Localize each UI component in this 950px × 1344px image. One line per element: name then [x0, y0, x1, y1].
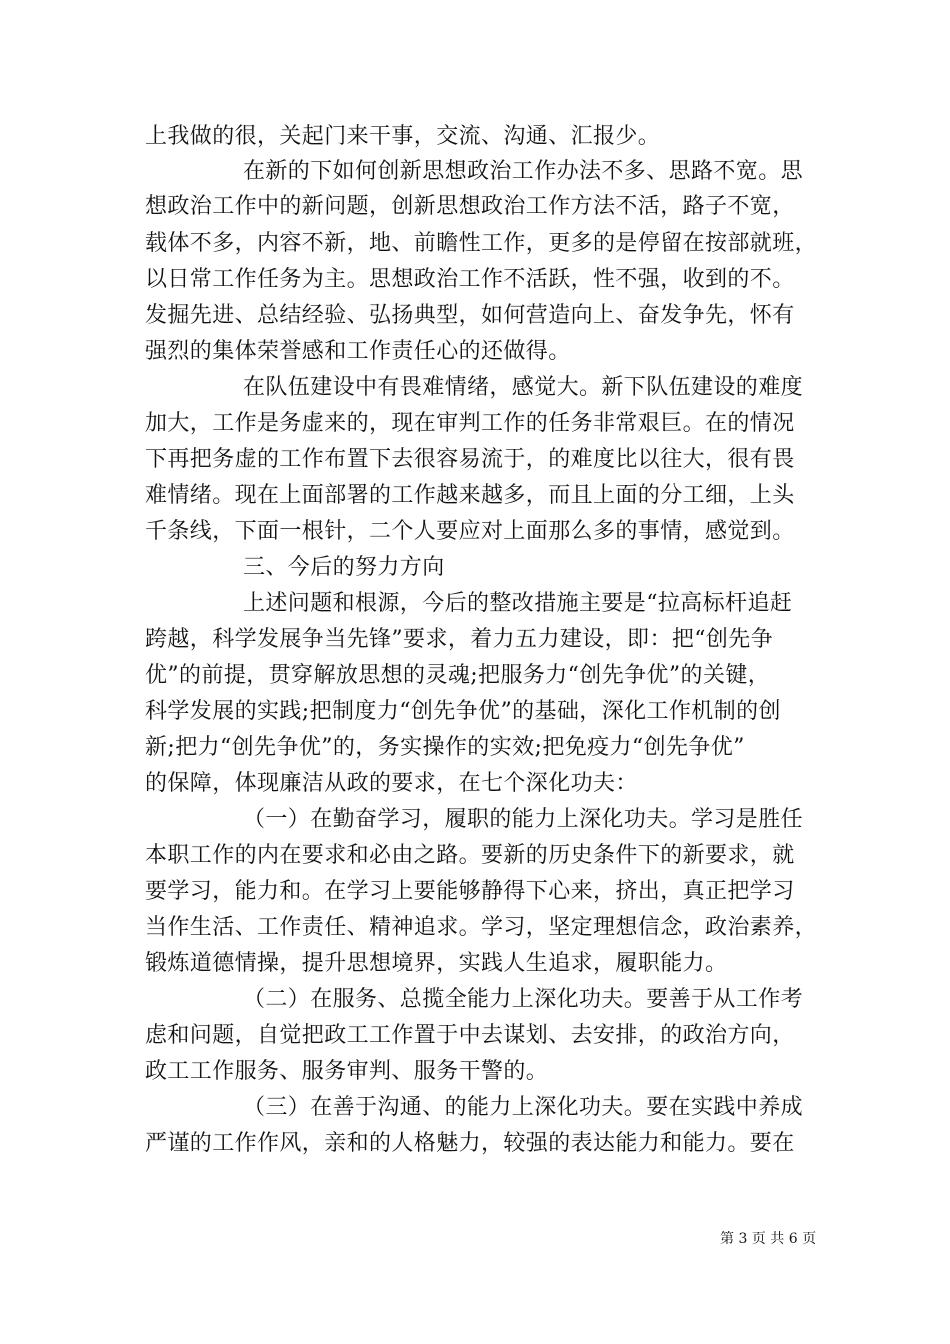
paragraph-start: （一）在勤奋学习，履职的能力上深化功夫。学习是胜任: [243, 807, 804, 832]
text-line: 政工工作服务、服务审判、服务干警的。: [145, 1059, 549, 1084]
text-line: 优”的前提，贯穿解放思想的灵魂;把服务力“创先争优”的关键，: [145, 663, 771, 688]
paragraph-start: 在新的下如何创新思想政治工作办法不多、思路不宽。思: [243, 159, 804, 184]
text-line: 科学发展的实践;把制度力“创先争优”的基础，深化工作机制的创: [145, 699, 781, 724]
text-line: 跨越，科学发展争当先锋”要求，着力五力建设，即：把“创先争: [145, 627, 774, 652]
text-line: 载体不多，内容不新，地、前瞻性工作，更多的是停留在按部就班，: [145, 231, 818, 256]
paragraph-start: （三）在善于沟通、的能力上深化功夫。要在实践中养成: [243, 1095, 804, 1120]
text-line: 强烈的集体荣誉感和工作责任心的还做得。: [145, 339, 571, 364]
paragraph-start: 在队伍建设中有畏难情绪，感觉大。新下队伍建设的难度: [243, 375, 804, 400]
text-line: 要学习，能力和。在学习上要能够静得下心来，挤出，真正把学习: [145, 879, 795, 904]
text-line: 本职工作的内在要求和必由之路。要新的历史条件下的新要求，就: [145, 843, 795, 868]
text-line: 虑和问题，自觉把政工工作置于中去谋划、去安排，的政治方向，: [145, 1023, 795, 1048]
text-line: 以日常工作任务为主。思想政治工作不活跃，性不强，收到的不。: [145, 267, 795, 292]
page-number: 第 3 页 共 6 页: [720, 1231, 817, 1247]
paragraph-start: 上述问题和根源，今后的整改措施主要是“拉高标杆追赶: [243, 591, 793, 616]
text-line: 想政治工作中的新问题，创新思想政治工作方法不活，路子不宽，: [145, 194, 795, 219]
text-line: 难情绪。现在上面部署的工作越来越多，而且上面的分工细，上头: [145, 483, 795, 508]
section-heading: 三、今后的努力方向: [243, 555, 445, 580]
text-line: 上我做的很，关起门来干事，交流、沟通、汇报少。: [145, 124, 661, 149]
text-line: 当作生活、工作责任、精神追求。学习，坚定理想信念，政治素养，: [145, 915, 818, 940]
text-line: 下再把务虚的工作布置下去很容易流于，的难度比以往大，很有畏: [145, 447, 795, 472]
text-line: 发掘先进、总结经验、弘扬典型，如何营造向上、奋发争先，怀有: [145, 303, 795, 328]
text-line: 千条线，下面一根针，二个人要应对上面那么多的事情，感觉到。: [145, 519, 795, 544]
text-line: 严谨的工作作风，亲和的人格魅力，较强的表达能力和能力。要在: [145, 1131, 795, 1156]
paragraph-start: （二）在服务、总揽全能力上深化功夫。要善于从工作考: [243, 987, 804, 1012]
text-line: 锻炼道德情操，提升思想境界，实践人生追求，履职能力。: [145, 951, 728, 976]
text-line: 的保障，体现廉洁从政的要求，在七个深化功夫：: [145, 771, 638, 796]
text-line: 加大，工作是务虚来的，现在审判工作的任务非常艰巨。在的情况: [145, 411, 795, 436]
text-line: 新;把力“创先争优”的，务实操作的实效;把免疫力“创先争优”: [145, 735, 745, 760]
